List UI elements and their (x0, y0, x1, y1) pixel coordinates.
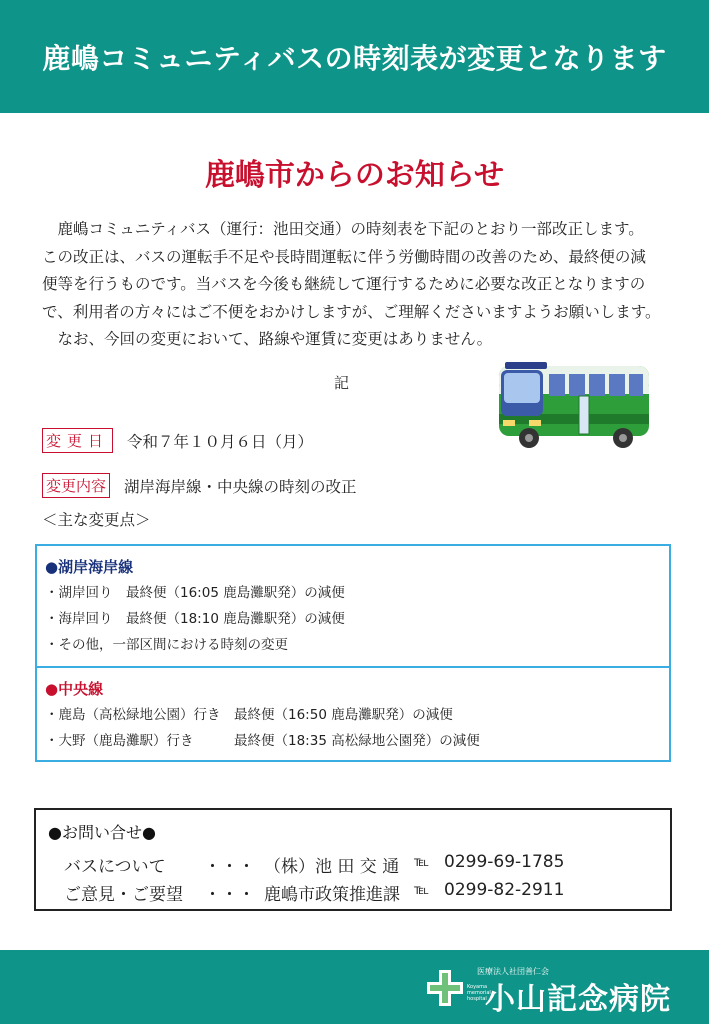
notice-paragraph (42, 216, 672, 354)
contact-dots: ・・・ (204, 885, 255, 905)
logo-en-line: hospital (467, 996, 487, 1002)
paragraph-line: で、利用者の方々にはご不便をおかけしますが、ご理解くださいますようお願いします。 (42, 302, 661, 321)
main-changes-heading: ＜主な変更点＞ (42, 511, 151, 529)
paragraph-line: 便等を行うものです。当バスを今後も継続して運行するために必要な改正となりますの (42, 275, 646, 293)
header-title: 鹿嶋コミュニティバスの時刻表が変更となります (42, 41, 667, 75)
contact-subject: バスについて (64, 857, 166, 877)
contact-tel: 0299-69-1785 (444, 852, 565, 872)
paragraph-line: 鹿嶋コミュニティバス（運行：池田交通）の時刻表を下記のとおり一部改正します。 (42, 220, 644, 238)
change-date-row (42, 428, 313, 453)
central-line-title: ●中央線 (45, 680, 104, 698)
logo-hospital-name: 小山記念病院 (485, 982, 671, 1017)
contact-dots: ・・・ (204, 857, 255, 877)
list-item: ・その他，一部区間における時刻の変更 (45, 637, 288, 653)
contact-box (34, 808, 672, 911)
list-item: ・鹿島（高松緑地公園）行き 最終便（16:50 鹿島灘駅発）の減便 (45, 707, 453, 723)
notice-title: 鹿嶋市からのお知らせ (204, 158, 505, 193)
contact-org: 鹿嶋市政策推進課 (264, 885, 400, 905)
tel-prefix: ℡ (414, 854, 430, 870)
change-date-value: 令和７年１０月６日（月） (127, 432, 314, 451)
bus-illustration (495, 360, 655, 452)
page-header (0, 0, 709, 113)
change-content-value: 湖岸海岸線・中央線の時刻の改正 (124, 477, 357, 496)
change-content-row (42, 473, 357, 498)
logo-en-line: memorial (467, 990, 491, 996)
contact-org: （株）池 田 交 通 (264, 857, 400, 877)
tel-prefix: ℡ (414, 882, 430, 898)
contact-heading: ●お問い合せ● (48, 823, 156, 842)
hospital-logo (427, 962, 687, 1017)
list-item: ・海岸回り 最終便（18:10 鹿島灘駅発）の減便 (45, 611, 345, 627)
list-item: ・湖岸回り 最終便（16:05 鹿島灘駅発）の減便 (45, 585, 345, 601)
change-date-label: 変更日 (42, 428, 113, 453)
logo-en-line: Koyama (467, 984, 488, 990)
paragraph-line: なお、今回の変更において、路線や運賃に変更はありません。 (42, 330, 493, 348)
coastline-title: ●湖岸海岸線 (45, 558, 134, 576)
contact-subject: ご意見・ご要望 (64, 885, 183, 905)
change-content-label: 変更内容 (42, 473, 110, 498)
changes-box (35, 544, 671, 762)
coastline-section (37, 546, 669, 668)
hospital-logo-cross-icon (427, 970, 463, 1006)
contact-tel: 0299-82-2911 (444, 880, 565, 900)
logo-organization: 医療法人社団善仁会 (477, 967, 549, 976)
list-item: ・大野（鹿島灘駅）行き 最終便（18:35 高松緑地公園発）の減便 (45, 733, 480, 749)
paragraph-line: この改正は、バスの運転手不足や長時間運転に伴う労働時間の改善のため、最終便の減 (42, 247, 646, 266)
central-line-section (37, 668, 669, 760)
ki-label: 記 (334, 374, 350, 392)
